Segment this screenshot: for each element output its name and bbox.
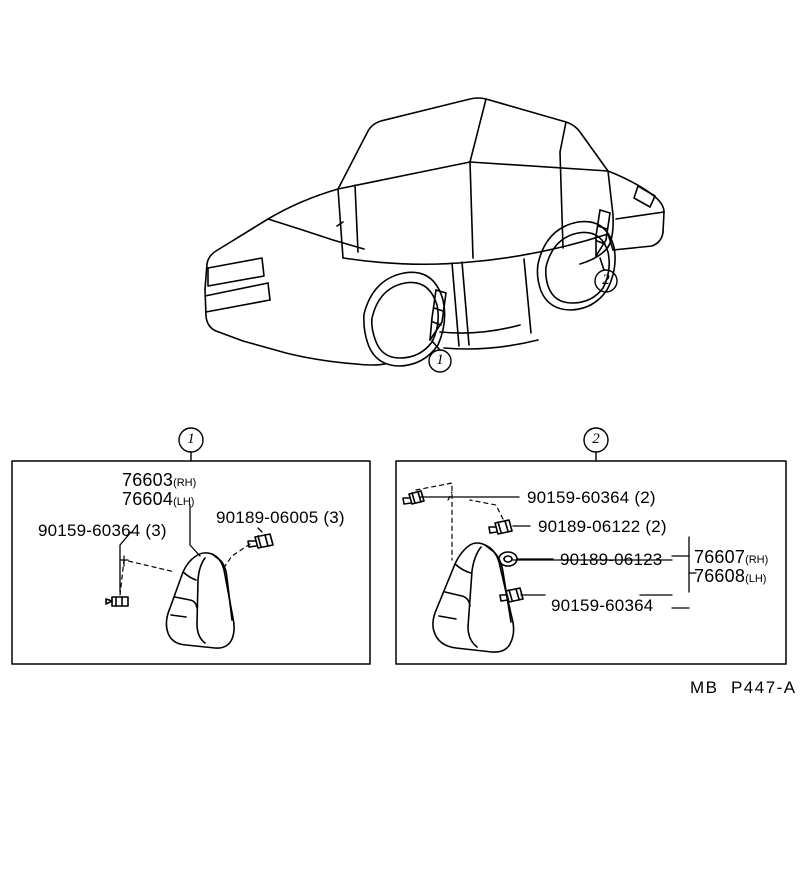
panel2-part-90159-60364: 90159-60364 [551,596,654,615]
panel1-dashed-leader-left [120,560,175,595]
figure-footer-code: MB P447-A [690,678,797,697]
car-body-outline [205,98,664,366]
panel1-part-76603 [122,470,196,491]
panel2-part-90159-60364-2: 90159-60364 (2) [527,488,656,507]
panel1-part-90189-06005: 90189-06005 (3) [216,508,345,527]
callout-number-2: 2 [602,272,610,288]
panel2-part-90189-06123: 90189-06123 [560,550,663,569]
panel1-clip-right [248,534,273,548]
panel1-part-76603-side: (RH) [173,477,197,489]
panel2-clip-b [499,552,517,566]
panel2-part-76608 [694,566,766,587]
panel-2-title: 2 [592,431,600,447]
panel1-part-90159-60364: 90159-60364 (3) [38,521,167,540]
panel1-part-76604 [122,489,194,510]
panel1-part-76604-side: (LH) [173,496,195,508]
panel2-right-brace [672,537,696,608]
panel2-part-90189-06122: 90189-06122 (2) [538,517,667,536]
panel2-part-76608-side: (LH) [745,573,767,585]
panel1-dashed-leader-right [225,544,250,566]
panel-1-title: 1 [187,431,195,447]
panel2-part-76608-number: 76608 [694,566,746,586]
panel1-clip-left [106,597,128,606]
panel2-part-76607-side: (RH) [745,554,769,566]
panel1-mudflap-shape [166,553,234,648]
panel1-part-76604-number: 76604 [122,489,174,509]
panel1-part-76603-number: 76603 [122,470,174,490]
panel2-clip-c [500,588,523,602]
panel2-part-76607 [694,547,768,568]
panel2-clip-a [489,520,512,534]
panel2-part-76607-number: 76607 [694,547,746,567]
panel2-mudflap-shape [433,543,514,652]
callout-number-1: 1 [436,352,444,368]
callout-2-leader [596,210,610,270]
